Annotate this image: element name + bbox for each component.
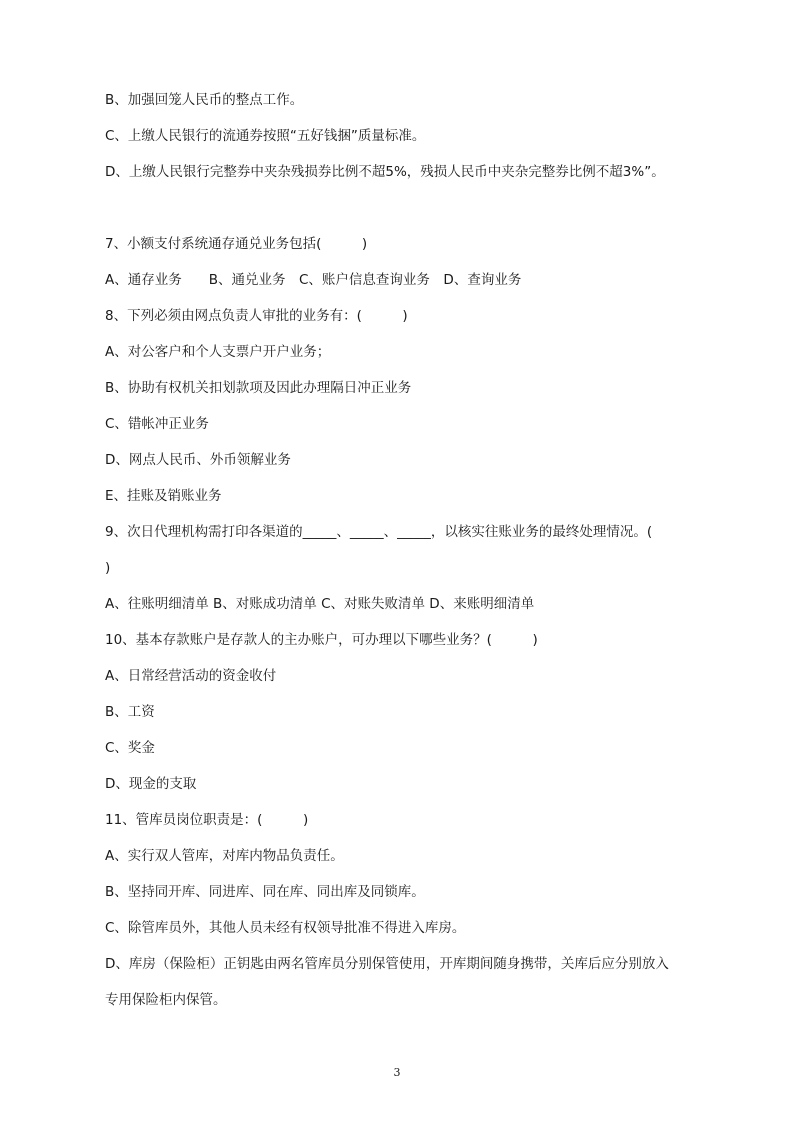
option-c-q8: C、错帐冲正业务 <box>105 416 209 432</box>
question-7: 7、小额支付系统通存通兑业务包括( ) <box>105 236 368 252</box>
option-d-q6: D、上缴人民银行完整券中夹杂残损券比例不超5%，残损人民币中夹杂完整券比例不超3%”。 <box>105 164 665 180</box>
option-d-q11-continued: 专用保险柜内保管。 <box>105 992 227 1008</box>
option-d-q10: D、现金的支取 <box>105 776 197 792</box>
options-q9: A、往账明细清单 B、对账成功清单 C、对账失败清单 D、来账明细清单 <box>105 596 535 612</box>
question-11: 11、管库员岗位职责是：( ) <box>105 812 309 828</box>
question-8: 8、下列必须由网点负责人审批的业务有：( ) <box>105 308 408 324</box>
page-number: 3 <box>393 1066 401 1079</box>
option-a-q11: A、实行双人管库，对库内物品负责任。 <box>105 848 344 864</box>
option-e-q8: E、挂账及销账业务 <box>105 488 222 504</box>
question-10: 10、基本存款账户是存款人的主办账户，可办理以下哪些业务？( ) <box>105 632 538 648</box>
option-c-q10: C、奖金 <box>105 740 155 756</box>
option-a-q8: A、对公客户和个人支票户开户业务； <box>105 344 331 360</box>
option-b-q11: B、坚持同开库、同进库、同在库、同出库及同锁库。 <box>105 884 425 900</box>
question-9-continued: ) <box>105 560 111 576</box>
option-c-q6: C、上缴人民银行的流通券按照“五好钱捆”质量标准。 <box>105 128 426 144</box>
option-b-q8: B、协助有权机关扣划款项及因此办理隔日冲正业务 <box>105 380 412 396</box>
option-c-q11: C、除管库员外，其他人员未经有权领导批准不得进入库房。 <box>105 920 466 936</box>
option-d-q8: D、网点人民币、外币领解业务 <box>105 452 291 468</box>
question-9: 9、次日代理机构需打印各渠道的_____、_____、_____，以核实往账业务的最终处理情况。( <box>105 524 653 540</box>
options-q7: A、通存业务 B、通兑业务 C、账户信息查询业务 D、查询业务 <box>105 272 522 288</box>
option-b-q6: B、加强回笼人民币的整点工作。 <box>105 92 304 108</box>
option-d-q11: D、库房（保险柜）正钥匙由两名管库员分别保管使用，开库期间随身携带，关库后应分别放入 <box>105 956 669 972</box>
option-a-q10: A、日常经营活动的资金收付 <box>105 668 277 684</box>
option-b-q10: B、工资 <box>105 704 155 720</box>
